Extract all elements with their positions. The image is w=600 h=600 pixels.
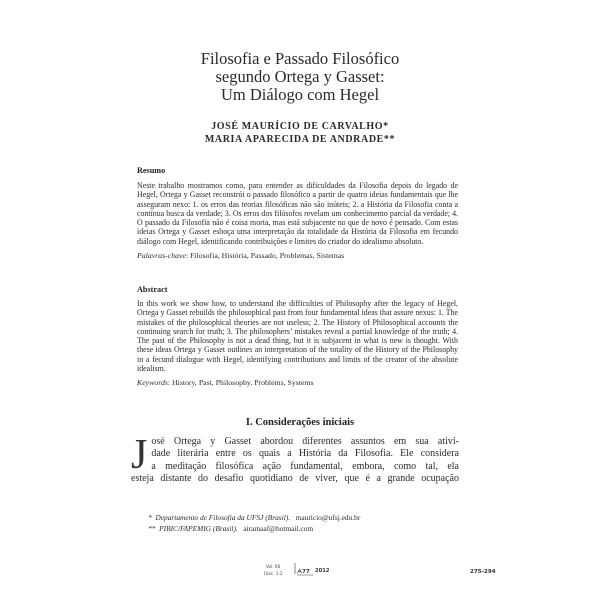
footnote-2-email: airamaaf@hotmail.com bbox=[243, 523, 314, 533]
footnote-1-email: mauricio@ufsj.edu.br bbox=[295, 513, 361, 522]
drop-cap: J bbox=[131, 432, 148, 478]
journal-footer bbox=[258, 564, 358, 582]
footnote-2 bbox=[148, 524, 360, 535]
intro-line-4: esteja distante do desafio quotidiano de viver, que é a grande ocupação bbox=[131, 473, 459, 485]
resumo-keywords: Palavras-chave: Filosofia, História, Passado, Problemas, Sistemas bbox=[137, 251, 345, 261]
footer-volume: Vol. 66 bbox=[266, 564, 281, 569]
footer-fascicle: Fasc. 1-2 bbox=[264, 571, 283, 576]
section-title: I. Considerações iniciais bbox=[245, 417, 355, 428]
intro-line-3: a meditação filosófica ação fundamental, embora, como tal, ela bbox=[151, 460, 459, 472]
abstract-keywords-value: History, Past, Philosophy, Problems, Systems bbox=[172, 378, 314, 388]
abstract-keywords: Keywords: History, Past, Philosophy, Problems, Systems bbox=[137, 378, 314, 388]
intro-line-2: dade literária entre os quais a História da Filosofia. Ele considera bbox=[151, 448, 459, 460]
resumo-heading: Resumo bbox=[137, 166, 166, 175]
abstract-section bbox=[137, 285, 458, 387]
footer-logo-text: ᗅ77 bbox=[297, 569, 310, 575]
intro-paragraph bbox=[131, 432, 459, 486]
article-title bbox=[0, 50, 600, 104]
footnote-2-marker: ** bbox=[148, 523, 156, 533]
footer-year: 2012 bbox=[315, 568, 330, 574]
abstract-text: In this work we show how, to understand the difficulties of Philosophy after the legacy of Hegel, Ortega y Gasset rebuilds the philosophical past from four fundamental ideas that assure nexus: 1. The mistakes of the philosophical theories are not useless; 2. The History of Philosophical accounts the continuing search for truth; 3. The philosophers’ mistakes reveal a partial knowledge of the truth; 4. The past of the Philosophy is not a dead thing, but it is subjacent in what is new is thought. With these ideas Ortega y Gasset outlines an interpretation of the totality of the History of the Philosophy in a fecund dialogue with Hegel, identifying contributions and limits of the creator of the absolute idealism. bbox=[137, 299, 458, 374]
abstract-keywords-label: Keywords bbox=[137, 378, 168, 388]
resumo-section bbox=[137, 166, 458, 260]
title-line-2: segundo Ortega y Gasset: bbox=[215, 67, 385, 86]
resumo-text: Neste trabalho mostramos como, para entender as dificuldades da Filosofia depois do legado de Hegel, Ortega y Gasset reconstrói o passado filosófico a partir de quatro ideias fundamentais que lhe asseguram nexo: 1. os erros das teorias filosóficas não são inúteis; 2. a História da Filosofia conta a contínua busca da verdade; 3. Os erros dos filósofos revelam um conhecimento parcial da verdade; 4. O passado da Filosofia não é coisa morta, mas está subjacente no que de novo é pensado. Com estas ideias Ortega y Gasset esboça uma interpretação da totalidade da História da Filosofia em fecundo diálogo com Hegel, identificando contribuições e limites do criador do idealismo absoluto. bbox=[137, 181, 458, 246]
resumo-keywords-value: Filosofia, História, Passado, Problemas, Sistemas bbox=[190, 251, 345, 261]
footnote-1 bbox=[148, 513, 360, 524]
resumo-keywords-label: Palavras-chave bbox=[137, 251, 186, 261]
footnote-1-affiliation: Departamento de Filosofia da UFSJ (Brasil). bbox=[155, 513, 291, 522]
author-1: JOSÉ MAURÍCIO DE CARVALHO* bbox=[211, 121, 389, 132]
title-line-1: Filosofia e Passado Filosófico bbox=[200, 49, 400, 68]
author-list bbox=[0, 120, 600, 146]
page-range: 275-294 bbox=[470, 569, 496, 575]
journal-logo bbox=[291, 562, 317, 578]
footnotes bbox=[148, 513, 360, 534]
abstract-heading: Abstract bbox=[137, 285, 168, 294]
intro-line-1: osé Ortega y Gasset abordou diferentes assuntos em sua ativi- bbox=[151, 436, 459, 447]
title-line-3: Um Diálogo com Hegel bbox=[220, 85, 380, 104]
footnote-1-marker: * bbox=[148, 513, 152, 522]
author-2: MARIA APARECIDA DE ANDRADE** bbox=[204, 134, 396, 145]
footnote-2-affiliation: PIBIC/FAPEMIG (Brasil). bbox=[159, 523, 238, 533]
